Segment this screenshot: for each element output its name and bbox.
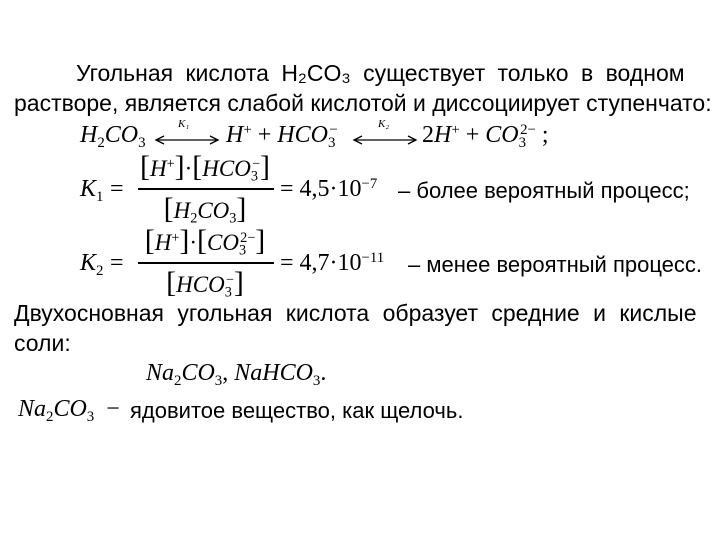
salts-line-1: Двухосновная угольная кислота образует средние и кислые [14,300,697,326]
footer-formula: $Na_2CO_3$ − [18,396,120,425]
salts-formulas: $Na_2CO_3$, NaHCO$_3$. [146,360,327,389]
eq-left: $H_2CO_3$ [80,122,146,151]
footer-text: ядовитое вещество, как щелочь. [130,398,464,423]
intro-line-1: Угольная кислота H₂CO₃ существует только в водном [76,60,685,86]
k1-equals: = [110,176,124,202]
k1-fraction-bar [138,188,274,190]
eq-middle: $H^+ + HCO_3^-$ [226,122,338,151]
k1-comment: – более вероятный процесс; [398,178,690,203]
k1-label: K₁ [178,118,190,130]
k1-denominator: $[H_2CO_3]$ [163,192,247,227]
k2-value: = $4,7\cdot 10^{-11}$ [280,250,385,277]
salts-line-2: соли: [14,330,71,356]
k2-comment: – менее вероятный процесс. [408,252,703,277]
k2-label: K₂ [378,118,390,130]
k2-fraction-bar [138,262,274,264]
k1-symbol: $K_1$ [80,176,104,205]
k2-denominator: $[HCO_3^-]$ [166,266,244,301]
k1-value: = $4,5\cdot 10^{-7}$ [280,176,378,203]
k2-numerator: $[H^+]\cdot[CO_3^{2-}]$ [144,224,266,259]
k2-symbol: $K_2$ [80,250,104,279]
k2-equals: = [110,250,124,276]
eq-right: $2H^+ + CO_3^{2-}$ ; [422,122,549,151]
k1-numerator: $[H^+]\cdot[HCO_3^-]$ [139,150,271,185]
equilibrium-equation [80,122,146,152]
intro-line-2: растворе, является слабой кислотой и диссоциирует ступенчато: [14,90,712,116]
